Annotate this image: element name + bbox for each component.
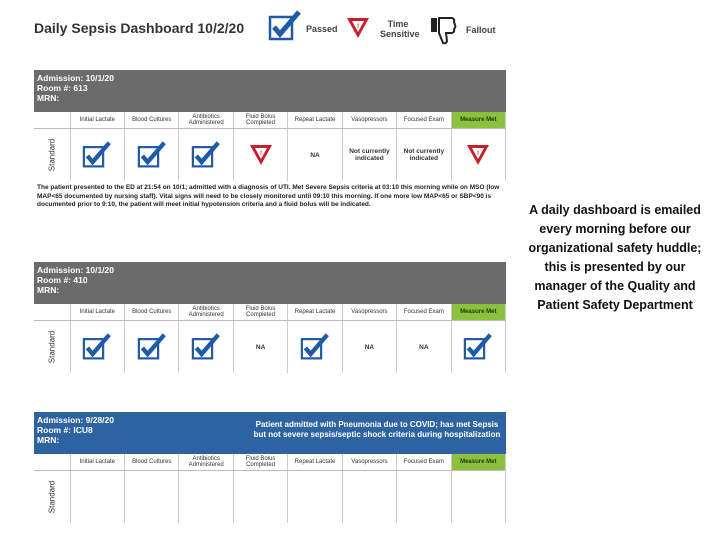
col-repeat-lactate: Repeat Lactate	[288, 454, 342, 470]
col-focused-exam: Focused Exam	[397, 112, 451, 128]
col-initial-lactate: Initial Lactate	[71, 454, 125, 470]
check-icon	[463, 333, 493, 361]
column-headers	[34, 454, 506, 471]
admission-date: Admission: 9/28/20	[37, 415, 115, 425]
row-label: Standard	[47, 138, 57, 172]
patient-header	[34, 262, 506, 304]
col-repeat-lactate: Repeat Lactate	[288, 112, 342, 128]
col-vasopressors: Vasopressors	[343, 454, 397, 470]
admission-date: Admission: 10/1/20	[37, 265, 115, 275]
empty-cell	[397, 471, 451, 523]
col-measure-met: Measure Met	[452, 112, 506, 128]
focused-exam-value: NA	[397, 321, 451, 373]
col-antibiotics: Antibiotics Administered	[179, 112, 233, 128]
patient-description: The patient presented to the ED at 21:54 on 10/1; admitted with a diagnosis of UTI. Met Severe Sepsis criteria at 03:10 this morning while on MSO (low MAP<65 documented by nursing staff). Vital signs will need to be closely monitored until 09:10 this morning. If one more low MAP<65 or SBP<90 is documented prior to 9:10, the patient will meet initial hypotension criteria and a fluid bolus will be indicated.	[37, 184, 500, 208]
check-icon	[82, 141, 112, 169]
check-icon	[137, 333, 167, 361]
admission-date: Admission: 10/1/20	[37, 73, 115, 83]
col-blood-cultures: Blood Cultures	[125, 304, 179, 320]
warning-triangle-icon	[465, 143, 491, 167]
col-fluid-bolus: Fluid Bolus Completed	[234, 454, 288, 470]
check-icon	[191, 141, 221, 169]
col-measure-met: Measure Met	[452, 304, 506, 320]
room-number: Room #: 410	[37, 275, 88, 285]
table-row	[34, 129, 506, 181]
col-antibiotics: Antibiotics Administered	[179, 454, 233, 470]
legend-time-sensitive-label: Time Sensitive	[380, 19, 420, 39]
row-label: Standard	[47, 330, 57, 364]
check-icon	[268, 10, 302, 42]
check-icon	[191, 333, 221, 361]
room-number: Room #: ICU8	[37, 425, 93, 435]
column-headers	[34, 304, 506, 321]
empty-cell	[125, 471, 179, 523]
warning-triangle-icon	[248, 143, 274, 167]
column-headers	[34, 112, 506, 129]
check-icon	[82, 333, 112, 361]
mrn-label: MRN:	[37, 93, 60, 103]
empty-cell	[452, 471, 506, 523]
row-label: Standard	[47, 480, 57, 514]
dashboard-title: Daily Sepsis Dashboard 10/2/20	[34, 20, 245, 36]
focused-exam-value: Not currently indicated	[397, 129, 451, 181]
empty-cell	[71, 471, 125, 523]
mrn-label: MRN:	[37, 285, 60, 295]
col-fluid-bolus: Fluid Bolus Completed	[234, 304, 288, 320]
col-initial-lactate: Initial Lactate	[71, 304, 125, 320]
col-vasopressors: Vasopressors	[343, 112, 397, 128]
mrn-label: MRN:	[37, 435, 60, 445]
table-row	[34, 321, 506, 373]
repeat-lactate-value: NA	[288, 129, 342, 181]
patient-header	[34, 70, 506, 112]
col-fluid-bolus: Fluid Bolus Completed	[234, 112, 288, 128]
col-blood-cultures: Blood Cultures	[125, 454, 179, 470]
col-vasopressors: Vasopressors	[343, 304, 397, 320]
fluid-bolus-value: NA	[234, 321, 288, 373]
empty-cell	[234, 471, 288, 523]
col-initial-lactate: Initial Lactate	[71, 112, 125, 128]
patient-panel-3	[34, 412, 506, 523]
col-focused-exam: Focused Exam	[397, 304, 451, 320]
room-number: Room #: 613	[37, 83, 88, 93]
col-repeat-lactate: Repeat Lactate	[288, 304, 342, 320]
col-measure-met: Measure Met	[452, 454, 506, 470]
check-icon	[300, 333, 330, 361]
patient-header	[34, 412, 506, 454]
col-blood-cultures: Blood Cultures	[125, 112, 179, 128]
check-icon	[137, 141, 167, 169]
table-row	[34, 471, 506, 523]
legend-passed-label: Passed	[306, 24, 338, 34]
col-antibiotics: Antibiotics Administered	[179, 304, 233, 320]
warning-triangle-icon	[345, 16, 371, 40]
empty-cell	[343, 471, 397, 523]
vasopressors-value: Not currently indicated	[343, 129, 397, 181]
empty-cell	[288, 471, 342, 523]
patient-note: Patient admitted with Pneumonia due to COVID; has met Sepsis but not severe sepsis/septic shock criteria during hospitalization	[253, 420, 501, 439]
patient-panel-1	[34, 70, 506, 210]
patient-panel-2	[34, 262, 506, 373]
thumbs-down-icon	[428, 14, 458, 46]
col-focused-exam: Focused Exam	[397, 454, 451, 470]
empty-cell	[179, 471, 233, 523]
legend-fallout-label: Fallout	[466, 25, 496, 35]
vasopressors-value: NA	[343, 321, 397, 373]
side-caption: A daily dashboard is emailed every morning before our organizational safety huddle; this is presented by our manager of the Quality and Patient Safety Department	[528, 203, 702, 312]
